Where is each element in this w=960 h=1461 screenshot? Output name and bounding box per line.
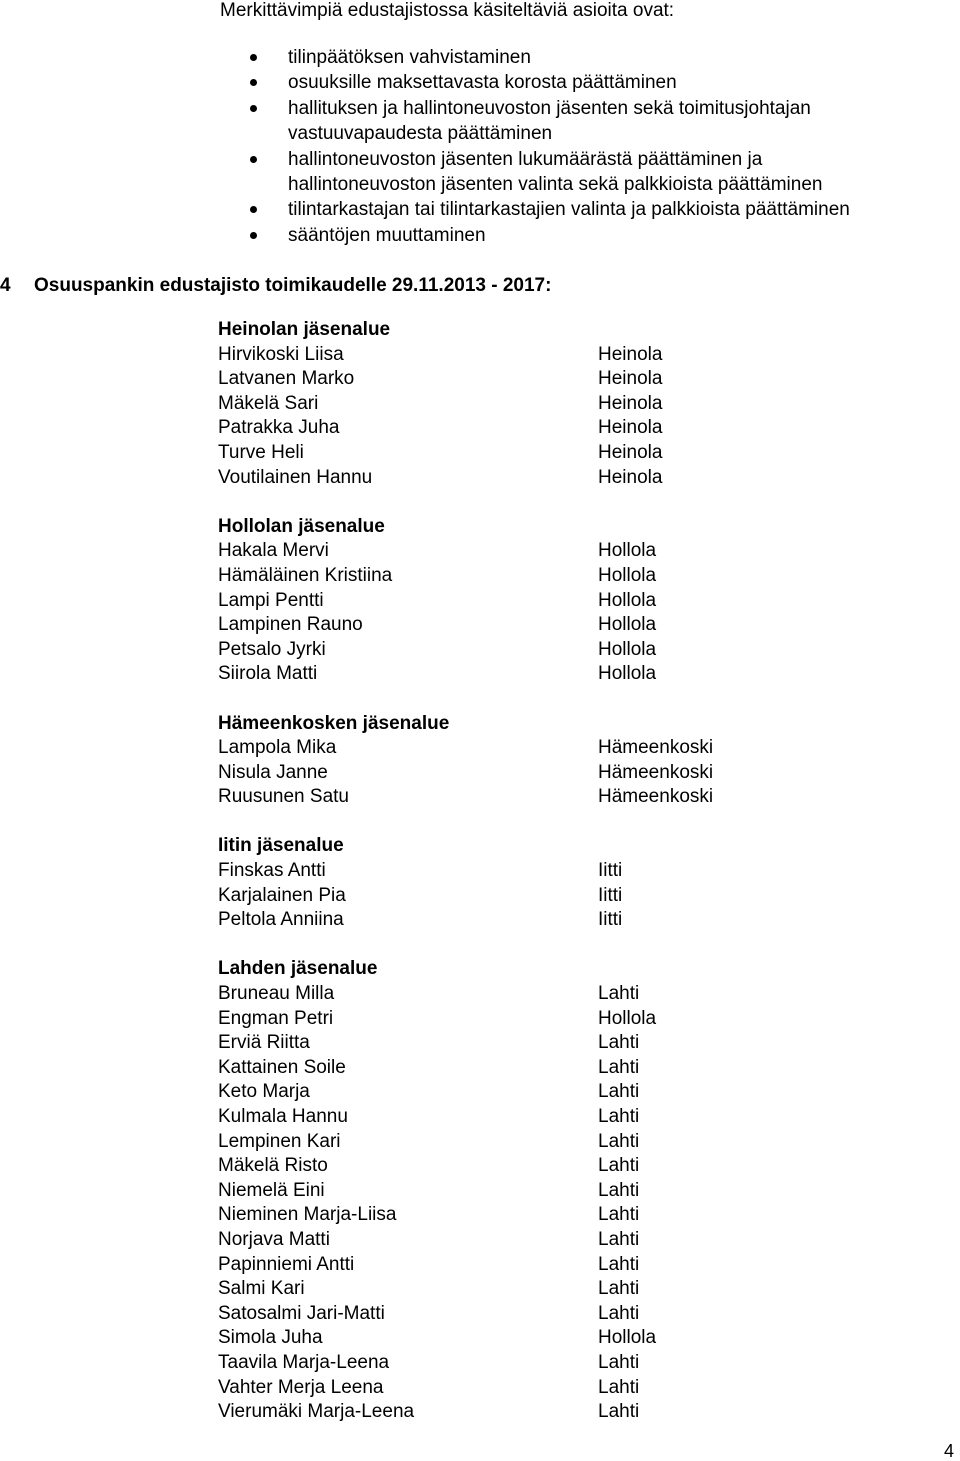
member-place: Hollola (598, 1007, 657, 1029)
member-place: Lahti (598, 1106, 640, 1127)
bullet-icon (250, 79, 257, 86)
member-name: Salmi Kari (218, 1278, 305, 1300)
member-group (218, 515, 778, 687)
member-place: Iitti (598, 909, 623, 931)
member-place: Lahti (598, 1253, 640, 1275)
member-row (218, 1007, 778, 1032)
bullet-icon (250, 206, 257, 213)
section-number: 4 (0, 275, 11, 296)
member-row (218, 785, 778, 810)
member-row (218, 1326, 778, 1351)
group-title: Iitin jäsenalue (218, 835, 344, 857)
member-name: Nisula Janne (218, 761, 328, 783)
member-place: Lahti (598, 1302, 640, 1324)
member-row (218, 884, 778, 909)
bullet-icon (250, 54, 257, 61)
member-place: Hämeenkoski (598, 786, 714, 808)
member-place: Heinola (598, 417, 663, 439)
member-row (218, 613, 778, 638)
member-group (218, 712, 778, 810)
member-name: Erviä Riitta (218, 1032, 310, 1054)
member-name: Lampinen Rauno (218, 614, 363, 636)
member-place: Lahti (598, 1376, 640, 1398)
bullet-icon (250, 232, 257, 239)
group-title: Heinolan jäsenalue (218, 319, 391, 340)
section-heading (0, 274, 551, 298)
member-place: Heinola (598, 466, 663, 488)
member-name: Mäkelä Risto (218, 1155, 328, 1177)
member-row (218, 859, 778, 884)
member-place: Heinola (598, 368, 663, 390)
member-name: Vahter Merja Leena (218, 1376, 384, 1398)
member-row (218, 416, 778, 441)
member-row (218, 1130, 778, 1155)
member-row (218, 1056, 778, 1081)
member-row (218, 392, 778, 417)
member-place: Heinola (598, 392, 663, 414)
member-name: Karjalainen Pia (218, 884, 346, 906)
member-name: Hakala Mervi (218, 540, 329, 562)
list-item: sääntöjen muuttaminen (250, 223, 850, 248)
member-name: Bruneau Milla (218, 983, 335, 1005)
representatives-roster (218, 318, 778, 1449)
member-row (218, 367, 778, 392)
member-name: Nieminen Marja-Liisa (218, 1204, 397, 1226)
member-name: Hirvikoski Liisa (218, 343, 344, 365)
member-row (218, 539, 778, 564)
member-name: Simola Juha (218, 1327, 323, 1349)
member-group (218, 957, 778, 1424)
member-row (218, 564, 778, 589)
member-place: Hollola (598, 540, 657, 562)
member-row (218, 1302, 778, 1327)
member-place: Lahti (598, 983, 640, 1005)
list-item: tilintarkastajan tai tilintarkastajien valinta ja palkkioista päättäminen (250, 197, 850, 222)
member-place: Heinola (598, 343, 663, 365)
member-row (218, 638, 778, 663)
list-item: hallituksen ja hallintoneuvoston jäsenten sekä toimitusjohtajan vastuuvapaudesta päättäminen (250, 96, 850, 147)
member-row (218, 589, 778, 614)
member-name: Norjava Matti (218, 1228, 330, 1250)
member-place: Heinola (598, 441, 663, 463)
member-row (218, 1105, 778, 1130)
group-title: Hollolan jäsenalue (218, 515, 385, 537)
agenda-list (250, 45, 850, 248)
member-name: Taavila Marja-Leena (218, 1351, 390, 1373)
list-item: osuuksille maksettavasta korosta päättäminen (250, 70, 850, 95)
member-row (218, 1376, 778, 1401)
member-row (218, 736, 778, 761)
member-row (218, 1277, 778, 1302)
member-row (218, 1253, 778, 1278)
member-name: Ruusunen Satu (218, 786, 349, 808)
member-row (218, 908, 778, 933)
member-place: Lahti (598, 1351, 640, 1373)
member-name: Lampola Mika (218, 737, 337, 759)
member-name: Mäkelä Sari (218, 392, 319, 414)
member-name: Engman Petri (218, 1007, 334, 1029)
member-place: Hollola (598, 589, 657, 611)
member-name: Keto Marja (218, 1081, 310, 1103)
member-row (218, 982, 778, 1007)
member-place: Lahti (598, 1130, 640, 1152)
member-place: Lahti (598, 1056, 640, 1078)
member-place: Hollola (598, 663, 657, 685)
member-group (218, 834, 778, 932)
bullet-icon (250, 105, 257, 112)
member-name: Patrakka Juha (218, 417, 340, 439)
list-item: hallintoneuvoston jäsenten lukumäärästä päättäminen ja hallintoneuvoston jäsenten valinta sekä palkkioista päättäminen (250, 147, 850, 198)
member-group (218, 318, 778, 490)
member-place: Hollola (598, 1327, 657, 1349)
member-place: Lahti (598, 1278, 640, 1300)
member-name: Lampi Pentti (218, 589, 324, 611)
member-name: Turve Heli (218, 441, 304, 463)
member-place: Lahti (598, 1204, 640, 1226)
member-name: Latvanen Marko (218, 368, 355, 390)
member-name: Peltola Anniina (218, 909, 344, 931)
member-name: Petsalo Jyrki (218, 638, 326, 660)
member-place: Lahti (598, 1155, 640, 1177)
member-name: Niemelä Eini (218, 1179, 325, 1201)
member-place: Hollola (598, 564, 657, 586)
member-place: Lahti (598, 1228, 640, 1250)
member-row (218, 1080, 778, 1105)
page-number: 4 (943, 1441, 954, 1461)
member-row (218, 1203, 778, 1228)
member-place: Hämeenkoski (598, 761, 714, 783)
member-name: Lempinen Kari (218, 1130, 341, 1152)
bullet-icon (250, 156, 257, 163)
member-place: Lahti (598, 1081, 640, 1103)
member-place: Lahti (598, 1032, 640, 1054)
member-name: Vierumäki Marja-Leena (218, 1401, 415, 1423)
group-title: Lahden jäsenalue (218, 958, 378, 980)
member-name: Papinniemi Antti (218, 1253, 355, 1275)
section-title: Osuuspankin edustajisto toimikaudelle 29.11.2013 - 2017: (34, 275, 552, 296)
list-item: tilinpäätöksen vahvistaminen (250, 45, 850, 70)
member-row (218, 343, 778, 368)
member-row (218, 1031, 778, 1056)
member-place: Hämeenkoski (598, 737, 714, 759)
member-row (218, 662, 778, 687)
member-row (218, 1351, 778, 1376)
member-row (218, 1400, 778, 1425)
member-row (218, 1179, 778, 1204)
group-title: Hämeenkosken jäsenalue (218, 712, 450, 734)
member-row (218, 1154, 778, 1179)
member-place: Iitti (598, 884, 623, 906)
member-row (218, 441, 778, 466)
member-place: Lahti (598, 1401, 640, 1423)
member-name: Satosalmi Jari-Matti (218, 1302, 385, 1324)
member-name: Voutilainen Hannu (218, 466, 373, 488)
member-name: Siirola Matti (218, 663, 318, 685)
member-place: Iitti (598, 860, 623, 882)
member-row (218, 761, 778, 786)
member-row (218, 1228, 778, 1253)
member-row (218, 466, 778, 491)
intro-text: Merkittävimpiä edustajistossa käsiteltäviä asioita ovat: (220, 0, 675, 21)
member-name: Kattainen Soile (218, 1056, 346, 1078)
member-place: Hollola (598, 614, 657, 636)
member-name: Hämäläinen Kristiina (218, 564, 393, 586)
member-name: Finskas Antti (218, 860, 326, 882)
member-name: Kulmala Hannu (218, 1106, 348, 1127)
member-place: Hollola (598, 638, 657, 660)
member-place: Lahti (598, 1179, 640, 1201)
